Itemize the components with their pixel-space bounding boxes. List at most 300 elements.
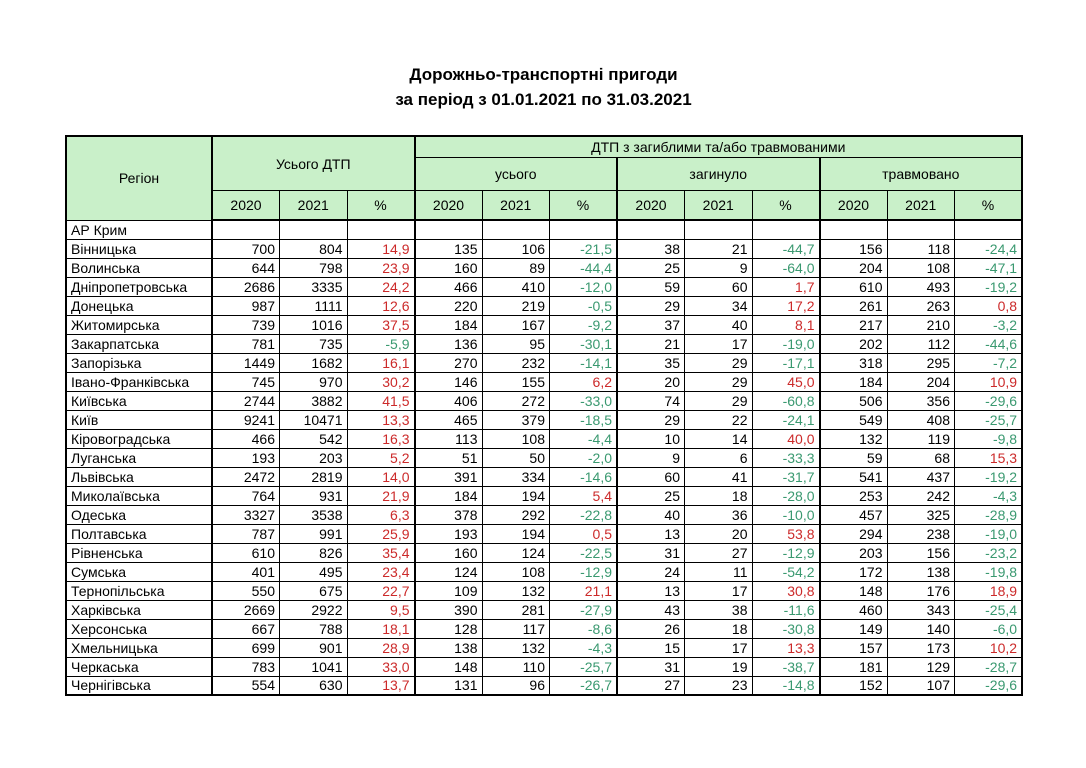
percent-change-cell: -31,7 — [752, 467, 820, 486]
header-percent-cell: % — [752, 191, 820, 221]
percent-change-cell: 10,9 — [955, 372, 1023, 391]
value-cell: 1041 — [280, 657, 348, 676]
value-cell: 495 — [280, 562, 348, 581]
value-cell: 334 — [482, 467, 550, 486]
value-cell: 25 — [617, 258, 685, 277]
percent-change-cell: -60,8 — [752, 391, 820, 410]
region-cell: Черкаська — [66, 657, 212, 676]
table-row — [66, 600, 1022, 619]
value-cell: 764 — [212, 486, 280, 505]
value-cell: 294 — [820, 524, 888, 543]
header-year-cell: 2020 — [617, 191, 685, 221]
header-year-cell: 2020 — [820, 191, 888, 221]
percent-change-cell: -10,0 — [752, 505, 820, 524]
percent-change-cell: -26,7 — [550, 676, 618, 695]
value-cell: 23 — [685, 676, 753, 695]
value-cell: 549 — [820, 410, 888, 429]
value-cell: 263 — [887, 296, 955, 315]
value-cell: 59 — [617, 277, 685, 296]
percent-change-cell: -29,6 — [955, 391, 1023, 410]
value-cell: 19 — [685, 657, 753, 676]
percent-change-cell: -8,6 — [550, 619, 618, 638]
value-cell: 745 — [212, 372, 280, 391]
value-cell: 610 — [820, 277, 888, 296]
value-cell: 2744 — [212, 391, 280, 410]
percent-change-cell: 33,0 — [347, 657, 415, 676]
percent-change-cell: 5,2 — [347, 448, 415, 467]
value-cell: 193 — [415, 524, 483, 543]
value-cell: 106 — [482, 239, 550, 258]
value-cell: 173 — [887, 638, 955, 657]
value-cell: 136 — [415, 334, 483, 353]
value-cell: 29 — [617, 410, 685, 429]
value-cell: 3335 — [280, 277, 348, 296]
value-cell: 51 — [415, 448, 483, 467]
percent-change-cell: 45,0 — [752, 372, 820, 391]
table-row — [66, 676, 1022, 695]
value-cell: 700 — [212, 239, 280, 258]
value-cell: 2922 — [280, 600, 348, 619]
value-cell: 119 — [887, 429, 955, 448]
percent-change-cell: -30,8 — [752, 619, 820, 638]
value-cell: 36 — [685, 505, 753, 524]
value-cell: 194 — [482, 524, 550, 543]
percent-change-cell: -24,4 — [955, 239, 1023, 258]
value-cell: 931 — [280, 486, 348, 505]
percent-change-cell: -44,6 — [955, 334, 1023, 353]
value-cell: 408 — [887, 410, 955, 429]
value-cell: 152 — [820, 676, 888, 695]
percent-change-cell: -14,6 — [550, 467, 618, 486]
header-percent-cell: % — [347, 191, 415, 221]
value-cell: 787 — [212, 524, 280, 543]
value-cell: 542 — [280, 429, 348, 448]
value-cell: 465 — [415, 410, 483, 429]
value-cell: 148 — [820, 581, 888, 600]
percent-change-cell: -14,1 — [550, 353, 618, 372]
value-cell: 31 — [617, 543, 685, 562]
value-cell: 29 — [617, 296, 685, 315]
value-cell: 675 — [280, 581, 348, 600]
percent-change-cell: -44,7 — [752, 239, 820, 258]
value-cell: 110 — [482, 657, 550, 676]
value-cell: 343 — [887, 600, 955, 619]
value-cell: 40 — [685, 315, 753, 334]
percent-change-cell: 0,8 — [955, 296, 1023, 315]
value-cell: 40 — [617, 505, 685, 524]
percent-change-cell: 17,2 — [752, 296, 820, 315]
value-cell: 131 — [415, 676, 483, 695]
value-cell: 17 — [685, 334, 753, 353]
region-cell: Луганська — [66, 448, 212, 467]
value-cell: 68 — [887, 448, 955, 467]
region-cell: Херсонська — [66, 619, 212, 638]
value-cell: 148 — [415, 657, 483, 676]
value-cell: 156 — [887, 543, 955, 562]
percent-change-cell: -25,7 — [955, 410, 1023, 429]
percent-change-cell: 16,3 — [347, 429, 415, 448]
value-cell: 735 — [280, 334, 348, 353]
table-row — [66, 581, 1022, 600]
value-cell: 204 — [887, 372, 955, 391]
percent-change-cell: -12,9 — [550, 562, 618, 581]
value-cell: 184 — [415, 486, 483, 505]
value-cell: 457 — [820, 505, 888, 524]
percent-change-cell: 23,9 — [347, 258, 415, 277]
percent-change-cell: -29,6 — [955, 676, 1023, 695]
percent-change-cell: -6,0 — [955, 619, 1023, 638]
value-cell: 138 — [887, 562, 955, 581]
region-cell: Вінницька — [66, 239, 212, 258]
value-cell: 124 — [482, 543, 550, 562]
percent-change-cell: -17,1 — [752, 353, 820, 372]
percent-change-cell: 25,9 — [347, 524, 415, 543]
region-cell: Львівська — [66, 467, 212, 486]
table-row — [66, 353, 1022, 372]
percent-change-cell: -22,5 — [550, 543, 618, 562]
percent-change-cell: 6,3 — [347, 505, 415, 524]
header-total-dtp: Усього ДТП — [212, 136, 415, 191]
value-cell: 132 — [820, 429, 888, 448]
value-cell: 13 — [617, 581, 685, 600]
region-cell: Миколаївська — [66, 486, 212, 505]
region-cell: Сумська — [66, 562, 212, 581]
value-cell: 29 — [685, 372, 753, 391]
percent-change-cell: 37,5 — [347, 315, 415, 334]
value-cell: 318 — [820, 353, 888, 372]
value-cell: 220 — [415, 296, 483, 315]
value-cell: 124 — [415, 562, 483, 581]
value-cell: 155 — [482, 372, 550, 391]
value-cell: 60 — [617, 467, 685, 486]
value-cell: 541 — [820, 467, 888, 486]
percent-change-cell: 18,1 — [347, 619, 415, 638]
percent-change-cell: -22,8 — [550, 505, 618, 524]
table-row — [66, 277, 1022, 296]
value-cell: 1449 — [212, 353, 280, 372]
region-cell: Житомирська — [66, 315, 212, 334]
value-cell: 644 — [212, 258, 280, 277]
header-group-died: загинуло — [617, 158, 820, 191]
table-row — [66, 315, 1022, 334]
percent-change-cell: -7,2 — [955, 353, 1023, 372]
value-cell: 219 — [482, 296, 550, 315]
table-row — [66, 505, 1022, 524]
value-cell: 610 — [212, 543, 280, 562]
value-cell: 804 — [280, 239, 348, 258]
percent-change-cell: 28,9 — [347, 638, 415, 657]
value-cell: 10 — [617, 429, 685, 448]
value-cell: 9241 — [212, 410, 280, 429]
percent-change-cell: -28,9 — [955, 505, 1023, 524]
table-row — [66, 448, 1022, 467]
value-cell: 11 — [685, 562, 753, 581]
value-cell — [685, 220, 753, 239]
report-title-line1: Дорожньо-транспортні пригоди — [409, 65, 678, 84]
value-cell: 10471 — [280, 410, 348, 429]
percent-change-cell: 1,7 — [752, 277, 820, 296]
value-cell: 466 — [212, 429, 280, 448]
region-cell: Донецька — [66, 296, 212, 315]
percent-change-cell: -19,2 — [955, 467, 1023, 486]
percent-change-cell: -19,0 — [955, 524, 1023, 543]
value-cell: 34 — [685, 296, 753, 315]
percent-change-cell: -54,2 — [752, 562, 820, 581]
value-cell: 18 — [685, 619, 753, 638]
value-cell: 29 — [685, 353, 753, 372]
percent-change-cell: -12,0 — [550, 277, 618, 296]
value-cell: 60 — [685, 277, 753, 296]
table-row — [66, 296, 1022, 315]
percent-change-cell: 13,3 — [752, 638, 820, 657]
value-cell: 3538 — [280, 505, 348, 524]
percent-change-cell: -27,9 — [550, 600, 618, 619]
value-cell — [415, 220, 483, 239]
value-cell: 184 — [415, 315, 483, 334]
value-cell: 95 — [482, 334, 550, 353]
percent-change-cell: 14,9 — [347, 239, 415, 258]
table-row — [66, 391, 1022, 410]
value-cell: 2472 — [212, 467, 280, 486]
value-cell: 270 — [415, 353, 483, 372]
value-cell: 27 — [685, 543, 753, 562]
percent-change-cell: -5,9 — [347, 334, 415, 353]
value-cell: 21 — [685, 239, 753, 258]
percent-change-cell: -28,0 — [752, 486, 820, 505]
value-cell: 117 — [482, 619, 550, 638]
value-cell: 25 — [617, 486, 685, 505]
value-cell: 3882 — [280, 391, 348, 410]
header-year-cell: 2021 — [280, 191, 348, 221]
table-row — [66, 372, 1022, 391]
value-cell: 391 — [415, 467, 483, 486]
value-cell: 1111 — [280, 296, 348, 315]
table-row — [66, 619, 1022, 638]
value-cell — [820, 220, 888, 239]
percent-change-cell: -33,0 — [550, 391, 618, 410]
value-cell: 149 — [820, 619, 888, 638]
percent-change-cell: 40,0 — [752, 429, 820, 448]
value-cell: 24 — [617, 562, 685, 581]
value-cell: 21 — [617, 334, 685, 353]
value-cell: 295 — [887, 353, 955, 372]
percent-change-cell: 30,2 — [347, 372, 415, 391]
value-cell: 783 — [212, 657, 280, 676]
value-cell: 15 — [617, 638, 685, 657]
accidents-table — [65, 135, 1023, 696]
value-cell: 2686 — [212, 277, 280, 296]
table-row — [66, 410, 1022, 429]
region-cell: Тернопільська — [66, 581, 212, 600]
value-cell: 22 — [685, 410, 753, 429]
percent-change-cell: -19,8 — [955, 562, 1023, 581]
value-cell: 118 — [887, 239, 955, 258]
value-cell: 184 — [820, 372, 888, 391]
table-row — [66, 429, 1022, 448]
region-cell: Волинська — [66, 258, 212, 277]
header-year-cell: 2020 — [415, 191, 483, 221]
value-cell — [280, 220, 348, 239]
value-cell: 140 — [887, 619, 955, 638]
value-cell: 107 — [887, 676, 955, 695]
percent-change-cell: -23,2 — [955, 543, 1023, 562]
value-cell — [482, 220, 550, 239]
percent-change-cell: 21,9 — [347, 486, 415, 505]
table-row — [66, 334, 1022, 353]
value-cell: 135 — [415, 239, 483, 258]
value-cell: 826 — [280, 543, 348, 562]
value-cell: 550 — [212, 581, 280, 600]
value-cell: 6 — [685, 448, 753, 467]
header-group-total: усього — [415, 158, 618, 191]
value-cell: 17 — [685, 638, 753, 657]
value-cell: 460 — [820, 600, 888, 619]
value-cell: 29 — [685, 391, 753, 410]
value-cell: 2819 — [280, 467, 348, 486]
value-cell: 292 — [482, 505, 550, 524]
value-cell: 1016 — [280, 315, 348, 334]
percent-change-cell: 24,2 — [347, 277, 415, 296]
table-row — [66, 239, 1022, 258]
value-cell: 167 — [482, 315, 550, 334]
percent-change-cell: 14,0 — [347, 467, 415, 486]
value-cell: 281 — [482, 600, 550, 619]
value-cell: 232 — [482, 353, 550, 372]
value-cell: 242 — [887, 486, 955, 505]
report-title-line2: за період з 01.01.2021 по 31.03.2021 — [395, 90, 692, 109]
header-percent-cell: % — [550, 191, 618, 221]
value-cell: 14 — [685, 429, 753, 448]
value-cell: 146 — [415, 372, 483, 391]
value-cell: 210 — [887, 315, 955, 334]
header-year-cell: 2021 — [685, 191, 753, 221]
value-cell: 41 — [685, 467, 753, 486]
value-cell: 202 — [820, 334, 888, 353]
percent-change-cell: -19,2 — [955, 277, 1023, 296]
table-row — [66, 467, 1022, 486]
percent-change-cell: 15,3 — [955, 448, 1023, 467]
value-cell: 991 — [280, 524, 348, 543]
value-cell: 788 — [280, 619, 348, 638]
value-cell: 204 — [820, 258, 888, 277]
value-cell: 410 — [482, 277, 550, 296]
table-row — [66, 486, 1022, 505]
region-cell: Київська — [66, 391, 212, 410]
value-cell: 26 — [617, 619, 685, 638]
percent-change-cell: -9,2 — [550, 315, 618, 334]
value-cell: 9 — [617, 448, 685, 467]
percent-change-cell — [550, 220, 618, 239]
value-cell: 253 — [820, 486, 888, 505]
value-cell: 781 — [212, 334, 280, 353]
value-cell: 401 — [212, 562, 280, 581]
value-cell: 987 — [212, 296, 280, 315]
region-cell: Закарпатська — [66, 334, 212, 353]
percent-change-cell: -3,2 — [955, 315, 1023, 334]
value-cell: 272 — [482, 391, 550, 410]
percent-change-cell: -19,0 — [752, 334, 820, 353]
percent-change-cell: 13,7 — [347, 676, 415, 695]
region-cell: Хмельницька — [66, 638, 212, 657]
value-cell: 74 — [617, 391, 685, 410]
percent-change-cell: -25,7 — [550, 657, 618, 676]
percent-change-cell: -18,5 — [550, 410, 618, 429]
value-cell: 128 — [415, 619, 483, 638]
percent-change-cell: 6,2 — [550, 372, 618, 391]
value-cell: 193 — [212, 448, 280, 467]
percent-change-cell: 23,4 — [347, 562, 415, 581]
value-cell: 356 — [887, 391, 955, 410]
value-cell: 554 — [212, 676, 280, 695]
value-cell: 13 — [617, 524, 685, 543]
value-cell: 20 — [685, 524, 753, 543]
region-cell: Київ — [66, 410, 212, 429]
table-row — [66, 562, 1022, 581]
region-cell: АР Крим — [66, 220, 212, 239]
table-row — [66, 258, 1022, 277]
percent-change-cell: 30,8 — [752, 581, 820, 600]
value-cell: 217 — [820, 315, 888, 334]
header-year-cell: 2020 — [212, 191, 280, 221]
value-cell: 739 — [212, 315, 280, 334]
percent-change-cell: 8,1 — [752, 315, 820, 334]
percent-change-cell: -33,3 — [752, 448, 820, 467]
percent-change-cell: 13,3 — [347, 410, 415, 429]
percent-change-cell: 35,4 — [347, 543, 415, 562]
percent-change-cell: -28,7 — [955, 657, 1023, 676]
table-row — [66, 657, 1022, 676]
region-cell: Чернігівська — [66, 676, 212, 695]
value-cell: 157 — [820, 638, 888, 657]
region-cell: Запорізька — [66, 353, 212, 372]
percent-change-cell: 12,6 — [347, 296, 415, 315]
percent-change-cell: -44,4 — [550, 258, 618, 277]
region-cell: Харківська — [66, 600, 212, 619]
percent-change-cell: -24,1 — [752, 410, 820, 429]
percent-change-cell: -25,4 — [955, 600, 1023, 619]
percent-change-cell: 5,4 — [550, 486, 618, 505]
value-cell: 138 — [415, 638, 483, 657]
value-cell: 325 — [887, 505, 955, 524]
header-group-injured: травмовано — [820, 158, 1023, 191]
value-cell: 35 — [617, 353, 685, 372]
header-row-1 — [66, 136, 1022, 158]
percent-change-cell: -12,9 — [752, 543, 820, 562]
value-cell: 667 — [212, 619, 280, 638]
value-cell: 59 — [820, 448, 888, 467]
value-cell: 17 — [685, 581, 753, 600]
value-cell: 238 — [887, 524, 955, 543]
percent-change-cell: -14,8 — [752, 676, 820, 695]
table-row — [66, 638, 1022, 657]
value-cell: 176 — [887, 581, 955, 600]
value-cell: 132 — [482, 638, 550, 657]
table-row — [66, 220, 1022, 239]
value-cell: 493 — [887, 277, 955, 296]
value-cell: 18 — [685, 486, 753, 505]
percent-change-cell — [955, 220, 1023, 239]
value-cell: 108 — [482, 429, 550, 448]
value-cell: 20 — [617, 372, 685, 391]
percent-change-cell: -30,1 — [550, 334, 618, 353]
value-cell: 172 — [820, 562, 888, 581]
header-dtp-casualties: ДТП з загиблими та/або травмованими — [415, 136, 1023, 158]
value-cell: 129 — [887, 657, 955, 676]
value-cell: 108 — [887, 258, 955, 277]
value-cell: 379 — [482, 410, 550, 429]
value-cell: 437 — [887, 467, 955, 486]
value-cell: 31 — [617, 657, 685, 676]
